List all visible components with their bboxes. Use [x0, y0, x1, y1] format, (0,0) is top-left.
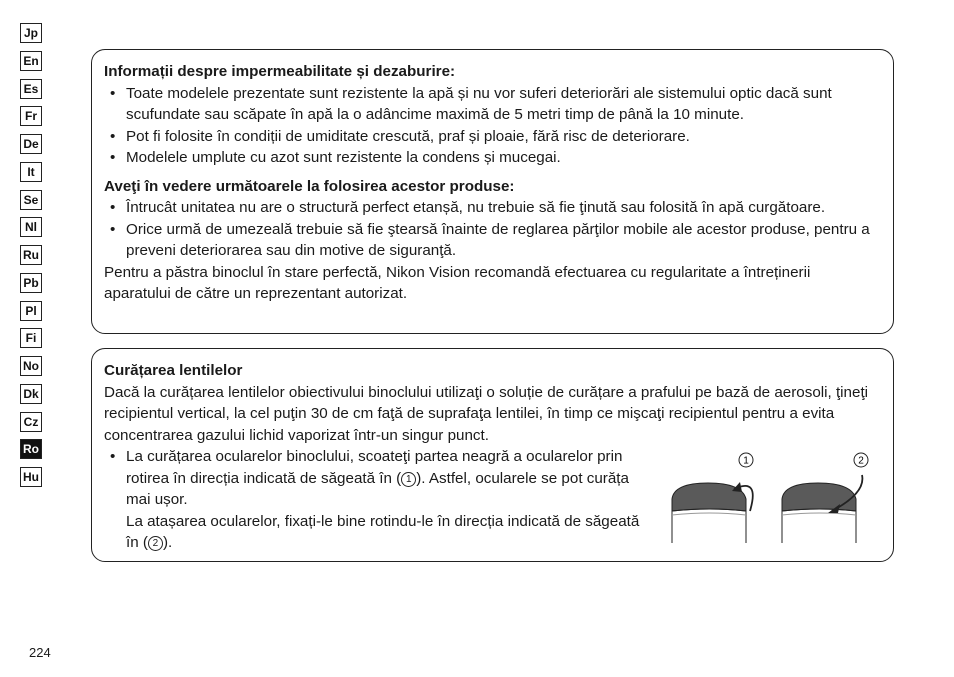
language-tab-de[interactable]: De: [20, 134, 42, 154]
language-tab-fr[interactable]: Fr: [20, 106, 42, 126]
language-tab-pl[interactable]: Pl: [20, 301, 42, 321]
section2-heading: Curățarea lentilelor: [104, 362, 243, 379]
language-tab-en[interactable]: En: [20, 51, 42, 71]
diagram-marker-1: [739, 453, 753, 467]
eyepiece-attach-text: La atașarea ocularelor, fixați-le bine rotindu-le în direcția indicată de săgeată în (: [126, 512, 640, 551]
section1-bullets2: [104, 197, 879, 262]
language-tab-ro[interactable]: Ro: [20, 439, 42, 459]
eyepiece-bullets: [104, 446, 644, 554]
language-tab-pb[interactable]: Pb: [20, 273, 42, 293]
language-tabs: [20, 23, 44, 495]
eyepiece-removal-text: La curățarea ocularelor binoclului, scoateţi partea neagră a ocularelor prin rotirea în direcția indicată de săgeată în (: [126, 448, 623, 487]
diagram-marker-2: [854, 453, 868, 467]
eyepiece-diagram: [670, 449, 884, 545]
marker-2-icon: 2: [148, 536, 163, 551]
eyepiece-attach-text-end: ).: [162, 534, 173, 551]
language-tab-dk[interactable]: Dk: [20, 384, 42, 404]
language-tab-fi[interactable]: Fi: [20, 328, 42, 348]
language-tab-no[interactable]: No: [20, 356, 42, 376]
waterproof-info-box: [91, 49, 894, 334]
aerosol-paragraph: Dacă la curățarea lentilelor obiectivului binoclului utilizaţi o soluție de curățare a prafului pe bază de aerosoli, ţineţi recipientul vertical, la cel puţin 30 de cm faţă de suprafaţa lentilei, în timp ce mişcaţi recipientul pentru a evita concentrarea gazului lichid vaporizat într-un singur punct.: [104, 383, 869, 444]
section1-heading2: Aveţi în vedere următoarele la folosirea acestor produse:: [104, 177, 515, 195]
section1-heading: Informații despre impermeabilitate și dezaburire:: [104, 63, 456, 80]
page-number: 224: [29, 645, 51, 660]
list-item: • Pot fi folosite în condiții de umiditate crescută, praf și ploaie, fără risc de deteriorare.: [104, 126, 879, 148]
list-item: • Toate modelele prezentate sunt rezistente la apă și nu vor suferi deteriorări ale sistemului optic dacă sunt scufundate sau scăpate în apă la o adâncime maximă de 5 metri timp de până la 10 minute.: [104, 83, 879, 126]
list-item: • Modelele umplute cu azot sunt rezistente la condens și mucegai.: [104, 147, 879, 169]
language-tab-jp[interactable]: Jp: [20, 23, 42, 43]
maintenance-note: Pentru a păstra binoclul în stare perfectă, Nikon Vision recomandă efectuarea cu regularitate a întreținerii aparatului de către un reprezentant autorizat.: [104, 263, 811, 302]
language-tab-nl[interactable]: Nl: [20, 217, 42, 237]
svg-text:2: 2: [858, 455, 864, 467]
language-tab-se[interactable]: Se: [20, 190, 42, 210]
language-tab-es[interactable]: Es: [20, 79, 42, 99]
eyepiece-right-icon: [782, 475, 862, 543]
language-tab-cz[interactable]: Cz: [20, 412, 42, 432]
marker-1-icon: 1: [401, 472, 416, 487]
language-tab-hu[interactable]: Hu: [20, 467, 42, 487]
eyepiece-removal-text-end: ). Astfel, ocularele se pot curăța mai ușor.: [126, 469, 629, 508]
language-tab-it[interactable]: It: [20, 162, 42, 182]
language-tab-ru[interactable]: Ru: [20, 245, 42, 265]
eyepiece-left-icon: [672, 482, 753, 543]
lens-cleaning-box: [91, 348, 894, 562]
list-item: • Întrucât unitatea nu are o structură perfect etanșă, nu trebuie să fie ţinută sau folosită în apă curgătoare.: [104, 197, 879, 219]
section1-bullets: [104, 83, 879, 169]
list-item: • Orice urmă de umezeală trebuie să fie ştearsă înainte de reglarea părţilor mobile ale acestor produse, pentru a preveni deteriorarea sau din motive de siguranţă.: [104, 219, 879, 262]
list-item: [104, 446, 644, 554]
svg-text:1: 1: [743, 455, 749, 467]
